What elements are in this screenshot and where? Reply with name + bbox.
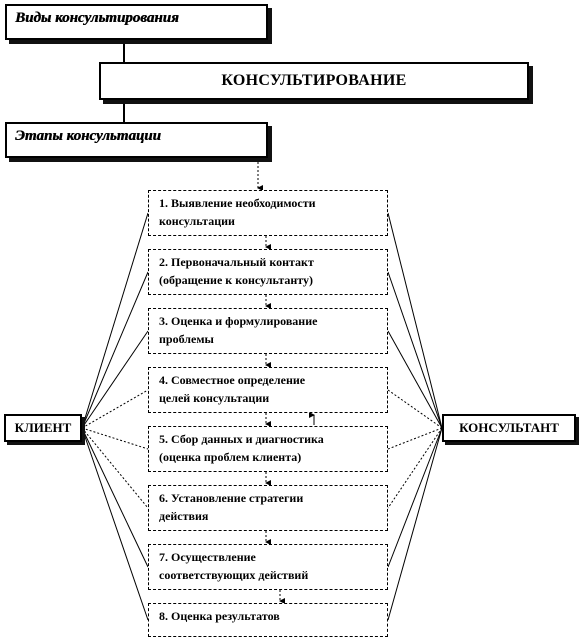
- consulting-main-box: [99, 62, 529, 100]
- step-line1: 1. Выявление необходимости: [159, 196, 316, 210]
- step-line1: 3. Оценка и формулирование: [159, 314, 318, 328]
- consulting-stages-title: Этапы консультации: [15, 128, 161, 144]
- client-link-8: [82, 428, 148, 620]
- step-line1: 4. Совместное определение: [159, 373, 306, 387]
- consulting-types-box: [5, 4, 268, 40]
- step-line1: 5. Сбор данных и диагностика: [159, 432, 324, 446]
- client-link-6: [82, 428, 148, 508]
- step-box-4: [148, 367, 388, 413]
- client-link-3: [82, 331, 148, 428]
- consulting-stages-box: [5, 122, 268, 158]
- step-box-5: [148, 426, 388, 472]
- step-line1: 7. Осуществление: [159, 550, 256, 564]
- client-link-7: [82, 428, 148, 567]
- step-line2: проблемы: [159, 332, 214, 346]
- consulting-types-title: Виды консультирования: [15, 10, 179, 26]
- step-line1: 8. Оценка результатов: [159, 609, 280, 623]
- client-label: КЛИЕНТ: [14, 420, 72, 435]
- consultant-link-7: [388, 428, 442, 567]
- step-box-7: [148, 544, 388, 590]
- step-line1: 6. Установление стратегии: [159, 491, 304, 505]
- consultant-box: [442, 414, 576, 442]
- step-line2: действия: [159, 509, 209, 523]
- client-link-5: [82, 428, 148, 449]
- step-line2: (обращение к консультанту): [159, 273, 314, 287]
- consultant-label: КОНСУЛЬТАНТ: [459, 420, 559, 435]
- step-box-8: [148, 603, 388, 637]
- consultant-link-8: [388, 428, 442, 620]
- consultant-link-6: [388, 428, 442, 508]
- client-box: [4, 414, 82, 442]
- client-link-2: [82, 272, 148, 428]
- step-line1: 2. Первоначальный контакт: [159, 255, 314, 269]
- consultant-link-5: [388, 428, 442, 449]
- consulting-main-title: КОНСУЛЬТИРОВАНИЕ: [221, 72, 407, 89]
- step-line2: соответствующих действий: [159, 568, 309, 582]
- step-line2: целей консультации: [159, 391, 270, 405]
- step-box-6: [148, 485, 388, 531]
- consultant-link-3: [388, 331, 442, 428]
- step-line2: консультации: [159, 214, 235, 228]
- step-box-3: [148, 308, 388, 354]
- step-box-2: [148, 249, 388, 295]
- consultant-link-2: [388, 272, 442, 428]
- step-box-1: [148, 190, 388, 236]
- step-line2: (оценка проблем клиента): [159, 450, 302, 464]
